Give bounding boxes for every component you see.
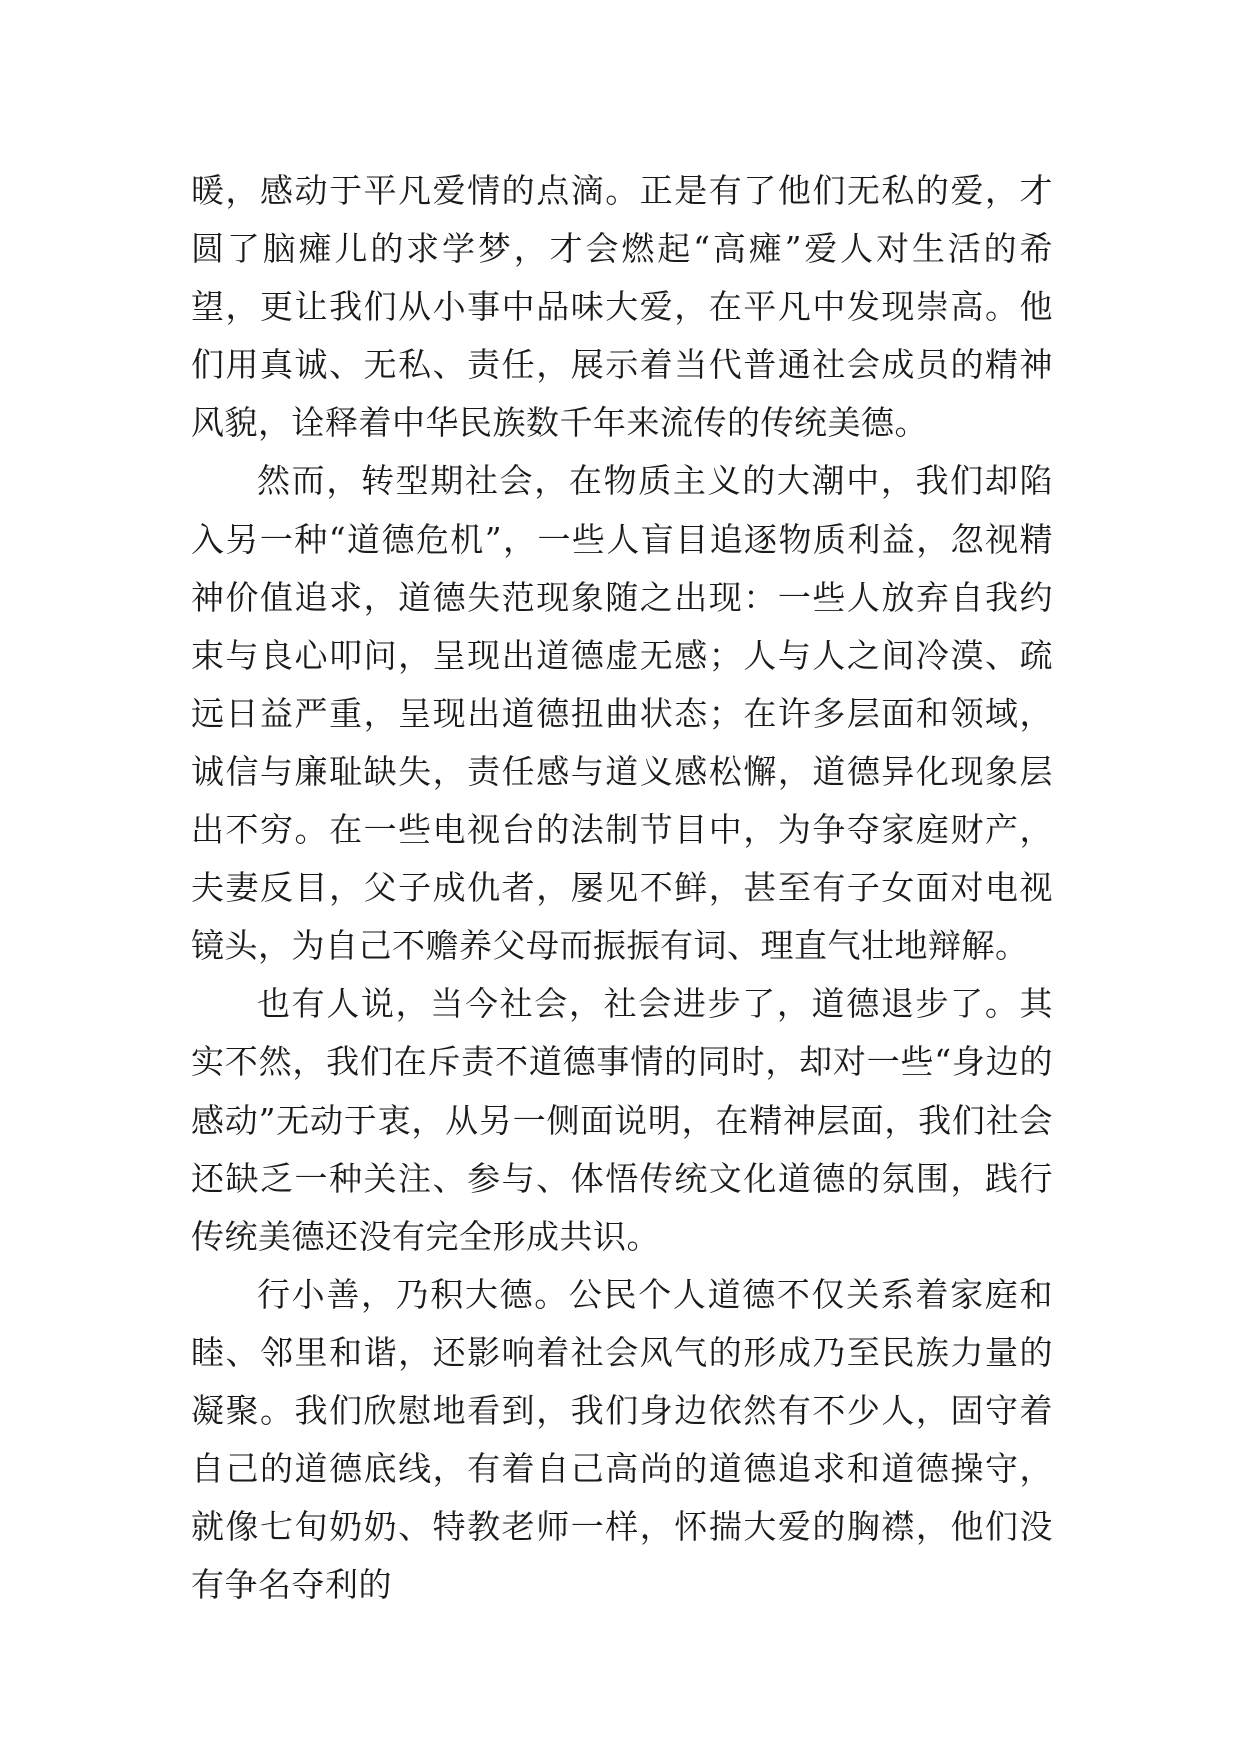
paragraph-3: 也有人说，当今社会，社会进步了，道德退步了。其实不然，我们在斥责不道德事情的同时，却对一些“身边的感动”无动于衷，从另一侧面说明，在精神层面，我们社会还缺乏一种关注、参与、体悟传统文化道德的氛围，践行传统美德还没有完全形成共识。 xyxy=(191,984,1053,1256)
paragraph-4: 行小善，乃积大德。公民个人道德不仅关系着家庭和睦、邻里和谐，还影响着社会风气的形成乃至民族力量的凝聚。我们欣慰地看到，我们身边依然有不少人，固守着自己的道德底线，有着自己高尚的道德追求和道德操守，就像七旬奶奶、特教老师一样，怀揣大爱的胸襟，他们没有争名夺利的 xyxy=(191,1274,1053,1605)
paragraph-1: 暖，感动于平凡爱情的点滴。正是有了他们无私的爱，才圆了脑瘫儿的求学梦，才会燃起“高瘫”爱人对生活的希望，更让我们从小事中品味大爱，在平凡中发现崇高。他们用真诚、无私、责任，展示着当代普通社会成员的精神风貌，诠释着中华民族数千年来流传的传统美德。 xyxy=(191,171,1053,443)
body-text xyxy=(191,162,1053,1614)
paragraph-2: 然而，转型期社会，在物质主义的大潮中，我们却陷入另一种“道德危机”，一些人盲目追逐物质利益，忽视精神价值追求，道德失范现象随之出现：一些人放弃自我约束与良心叩问，呈现出道德虚无感；人与人之间冷漠、疏远日益严重，呈现出道德扭曲状态；在许多层面和领域，诚信与廉耻缺失，责任感与道义感松懈，道德异化现象层出不穷。在一些电视台的法制节目中，为争夺家庭财产，夫妻反目，父子成仇者，屡见不鲜，甚至有子女面对电视镜头，为自己不赡养父母而振振有词、理直气壮地辩解。 xyxy=(191,461,1053,966)
